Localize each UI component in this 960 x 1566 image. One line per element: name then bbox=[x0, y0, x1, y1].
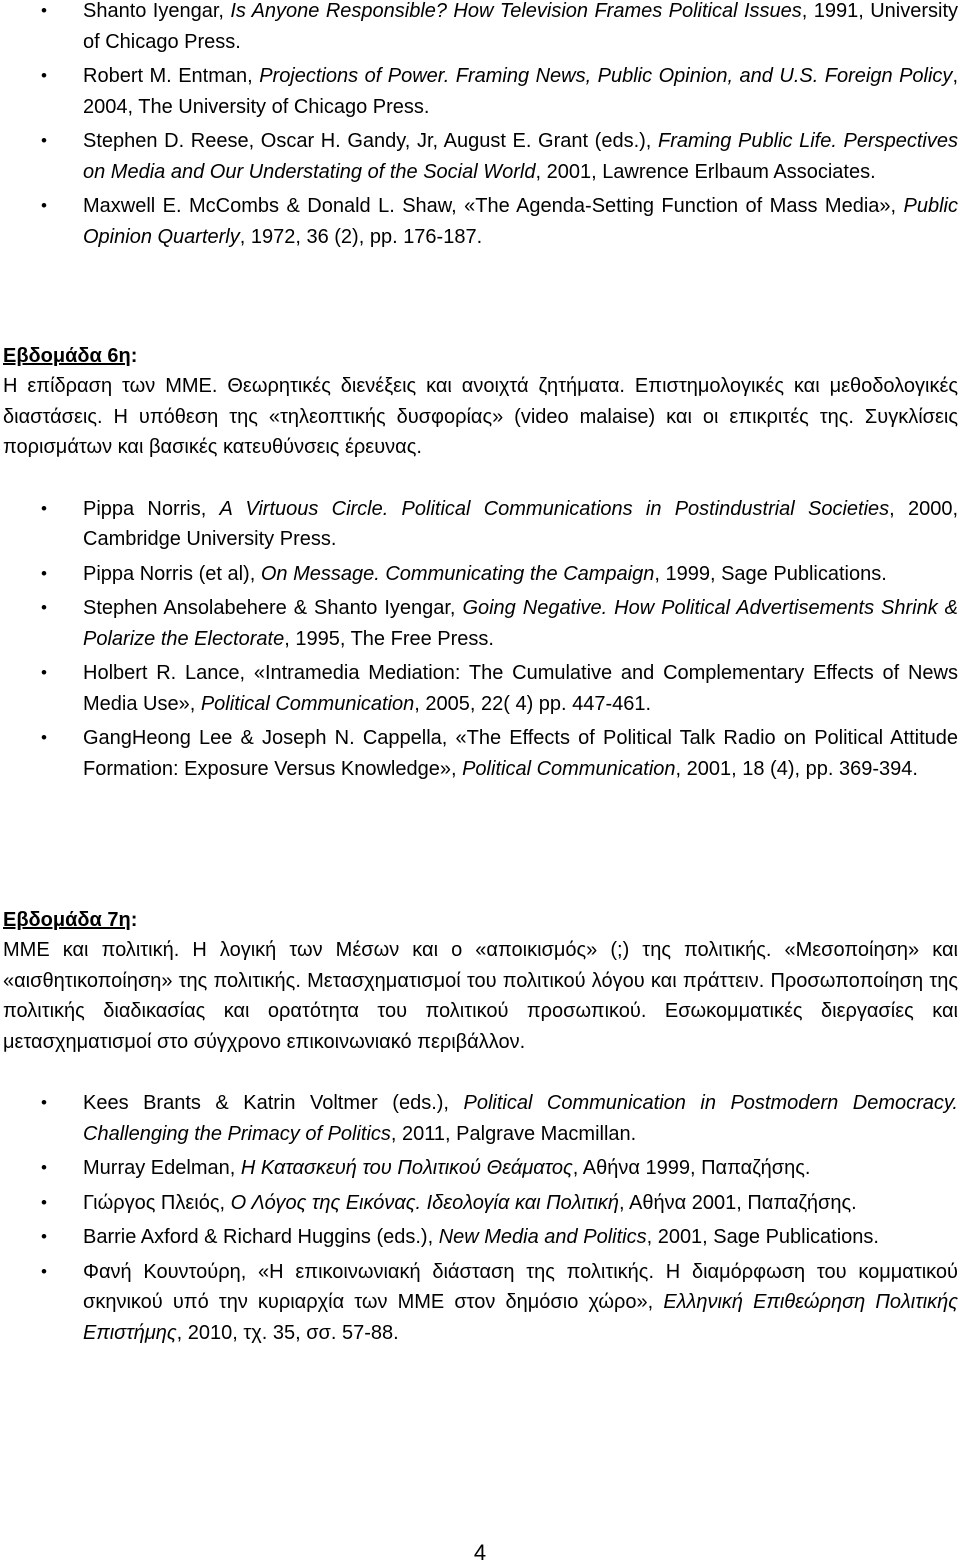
references-continued bbox=[3, 0, 958, 252]
bullet-icon: • bbox=[41, 196, 47, 215]
reference-title: Framing Public Life. Perspectives on Media and Our Understating of the Social World bbox=[83, 130, 958, 183]
reference-text: Kees Brants & Katrin Voltmer (eds.), bbox=[83, 1092, 464, 1114]
bullet-icon: • bbox=[41, 1, 47, 20]
reference-text: Robert M. Entman, bbox=[83, 65, 260, 87]
reference-title: Political Communication bbox=[462, 757, 676, 780]
reference-title: On Message. Communicating the Campaign bbox=[260, 562, 655, 585]
reference-item bbox=[3, 494, 958, 555]
bullet-icon: • bbox=[41, 728, 47, 747]
reference-item bbox=[3, 191, 958, 252]
reference-text: , 2011, Palgrave Macmillan. bbox=[390, 1122, 637, 1145]
reference-text: , 2004, The University of Chicago Press. bbox=[83, 65, 958, 118]
bullet-icon: • bbox=[41, 498, 47, 518]
reference-text: Pippa Norris (et al), bbox=[83, 562, 261, 585]
bullet-icon: • bbox=[41, 1227, 47, 1246]
reference-title: Public Opinion Quarterly bbox=[83, 195, 958, 248]
reference-text: , Αθήνα 2001, Παπαζήσης. bbox=[619, 1191, 857, 1214]
bullet-icon: • bbox=[41, 1158, 47, 1177]
reference-text: Maxwell E. McCombs & Donald L. Shaw, «The Agenda-Setting Function of Mass Media», bbox=[83, 195, 904, 217]
reference-text: , 2000, Cambridge University Press. bbox=[83, 497, 959, 550]
reference-title: Ο Λόγος της Εικόνας. Ιδεολογία και Πολιτική bbox=[230, 1191, 620, 1214]
reference-list bbox=[3, 1088, 958, 1348]
reference-item bbox=[3, 1188, 958, 1219]
bullet-icon: • bbox=[41, 1192, 47, 1212]
week-7-section bbox=[3, 905, 958, 1348]
reference-text: Holbert R. Lance, «Intramedia Mediation: The Cumulative and Complementary Effects of News Media Use», bbox=[83, 662, 958, 715]
reference-item bbox=[3, 1153, 958, 1184]
reference-title: Is Anyone Responsible? How Television Frames Political Issues bbox=[230, 0, 802, 22]
reference-item bbox=[3, 1222, 958, 1253]
reference-text: , 1972, 36 (2), pp. 176-187. bbox=[239, 225, 483, 248]
week-6-section bbox=[3, 341, 958, 784]
reference-item bbox=[3, 126, 958, 187]
bullet-icon: • bbox=[41, 66, 47, 85]
reference-item bbox=[3, 61, 958, 122]
reference-title: Projections of Power. Framing News, Public Opinion, and U.S. Foreign Policy bbox=[259, 65, 953, 87]
reference-item bbox=[3, 1257, 958, 1349]
reference-text: Pippa Norris, bbox=[83, 497, 220, 520]
heading-colon: : bbox=[130, 909, 138, 931]
section-heading bbox=[3, 905, 958, 935]
reference-list bbox=[3, 494, 958, 785]
reference-text: , 2001, Lawrence Erlbaum Associates. bbox=[535, 160, 876, 183]
bullet-icon: • bbox=[41, 1093, 47, 1112]
reference-text: Barrie Axford & Richard Huggins (eds.), bbox=[83, 1226, 439, 1248]
section-heading bbox=[3, 341, 958, 371]
bullet-icon: • bbox=[41, 663, 47, 682]
reference-text: , 2001, Sage Publications. bbox=[646, 1226, 879, 1248]
reference-text: , 1991, University of Chicago Press. bbox=[83, 0, 958, 53]
reference-title: Political Communication bbox=[200, 692, 415, 715]
reference-text: , 1999, Sage Publications. bbox=[654, 562, 887, 585]
reference-title: Ελληνική Επιθεώρηση Πολιτικής Επιστήμης bbox=[83, 1291, 958, 1344]
section-description: ΜΜΕ και πολιτική. Η λογική των Μέσων και ο «αποικισμός» (;) της πολιτικής. «Μεσοποίηση» και «αισθητικοποίηση» της πολιτικής. Μετασχηματισμοί του πολιτικού λόγου και πράττειν. Προσωποποίηση της πολιτικής διαδικασίας και ορατότητα του πολιτικού προσωπικού. Εσωκομματικές διεργασίες και μετασχηματισμοί στο σύγχρονο επικοινωνιακό περιβάλλον. bbox=[3, 939, 958, 1053]
reference-text: Φανή Κουντούρη, «Η επικοινωνιακή διάσταση της πολιτικής. Η διαμόρφωση του κομματικού σκηνικού υπό την κυριαρχία των ΜΜΕ στον δημόσιο χώρο», bbox=[83, 1260, 958, 1313]
reference-title: A Virtuous Circle. Political Communications in Postindustrial Societies bbox=[219, 497, 890, 520]
reference-item bbox=[3, 658, 958, 719]
reference-item bbox=[3, 723, 958, 784]
page-number: 4 bbox=[473, 1540, 487, 1565]
bullet-icon: • bbox=[41, 1261, 47, 1281]
reference-text: , 2010, τχ. 35, σσ. 57-88. bbox=[176, 1321, 399, 1344]
reference-text: Stephen Ansolabehere & Shanto Iyengar, bbox=[83, 597, 463, 619]
reference-text: , Αθήνα 1999, Παπαζήσης. bbox=[572, 1157, 811, 1179]
reference-item bbox=[3, 593, 958, 654]
bullet-icon: • bbox=[41, 131, 47, 150]
reference-title: Η Κατασκευή του Πολιτικού Θεάματος bbox=[240, 1157, 573, 1179]
reference-list bbox=[3, 0, 958, 252]
reference-text: Stephen D. Reese, Oscar H. Gandy, Jr, August E. Grant (eds.), bbox=[83, 130, 658, 152]
section-heading-text: Εβδομάδα 6η bbox=[3, 345, 131, 367]
reference-text: Shanto Iyengar, bbox=[83, 0, 231, 22]
reference-text: GangHeong Lee & Joseph N. Cappella, «The Effects of Political Talk Radio on Political Attitude Formation: Exposure Versus Knowledge», bbox=[83, 727, 958, 780]
section-description: Η επίδραση των ΜΜΕ. Θεωρητικές διενέξεις και ανοιχτά ζητήματα. Επιστημολογικές και μεθοδολογικές διαστάσεις. Η υπόθεση της «τηλεοπτικής δυσφορίας» (video malaise) και οι επικριτές της. Συγκλίσεις πορισμάτων και βασικές κατευθύνσεις έρευνας. bbox=[3, 375, 958, 458]
reference-text: , 2005, 22( 4) pp. 447-461. bbox=[414, 692, 652, 715]
reference-title: Political Communication in Postmodern Democracy. Challenging the Primacy of Politics bbox=[83, 1092, 958, 1145]
reference-text: , 2001, 18 (4), pp. 369-394. bbox=[675, 757, 918, 780]
reference-text: , 1995, The Free Press. bbox=[284, 627, 494, 650]
reference-title: Going Negative. How Political Advertisements Shrink & Polarize the Electorate bbox=[83, 597, 958, 650]
bullet-icon: • bbox=[41, 563, 47, 583]
bullet-icon: • bbox=[41, 598, 47, 617]
section-heading-text: Εβδομάδα 7η bbox=[3, 909, 131, 931]
heading-colon: : bbox=[130, 345, 138, 367]
reference-item bbox=[3, 559, 958, 590]
reference-text: Γιώργος Πλειός, bbox=[83, 1191, 231, 1214]
reference-item bbox=[3, 1088, 958, 1149]
reference-item bbox=[3, 0, 958, 57]
reference-text: Murray Edelman, bbox=[83, 1157, 241, 1179]
reference-title: New Media and Politics bbox=[438, 1226, 647, 1248]
